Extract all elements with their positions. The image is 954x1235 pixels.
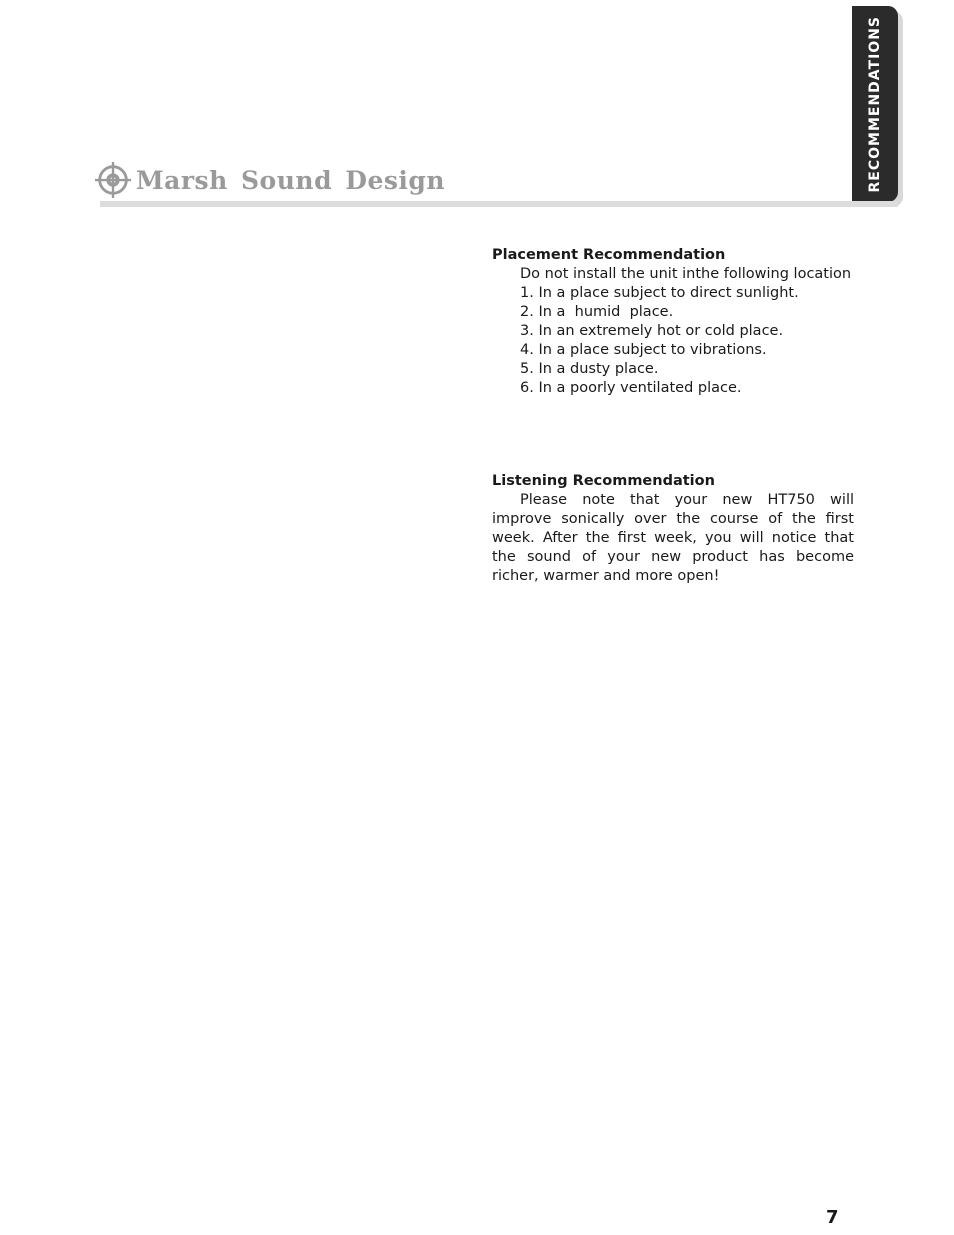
placement-intro: Do not install the unit inthe following location	[520, 266, 852, 282]
placement-item: 3. In an extremely hot or cold place.	[520, 323, 784, 339]
listening-section	[492, 472, 854, 586]
placement-item: 5. In a dusty place.	[520, 361, 659, 377]
brand-name: Marsh Sound Design	[136, 165, 446, 195]
listening-heading: Listening Recommendation	[492, 473, 715, 489]
placement-section	[492, 246, 854, 398]
section-tab-label: RECOMMENDATIONS	[867, 15, 883, 193]
placement-item: 6. In a poorly ventilated place.	[520, 380, 742, 396]
brand-logo	[94, 160, 445, 200]
header-divider	[100, 201, 898, 207]
placement-heading: Placement Recommendation	[492, 247, 726, 263]
placement-item: 4. In a place subject to vibrations.	[520, 342, 767, 358]
placement-item: 1. In a place subject to direct sunlight.	[520, 285, 799, 301]
page-number: 7	[826, 1207, 839, 1228]
listening-body: Please note that your new HT750 will improve sonically over the course of the first week. After the first week, you will notice that the sound of your new product has become richer, warmer and more open!	[492, 492, 854, 584]
section-tab-label-wrap	[852, 6, 898, 202]
placement-item: 2. In a humid place.	[520, 304, 674, 320]
crosshair-target-icon	[94, 160, 132, 200]
